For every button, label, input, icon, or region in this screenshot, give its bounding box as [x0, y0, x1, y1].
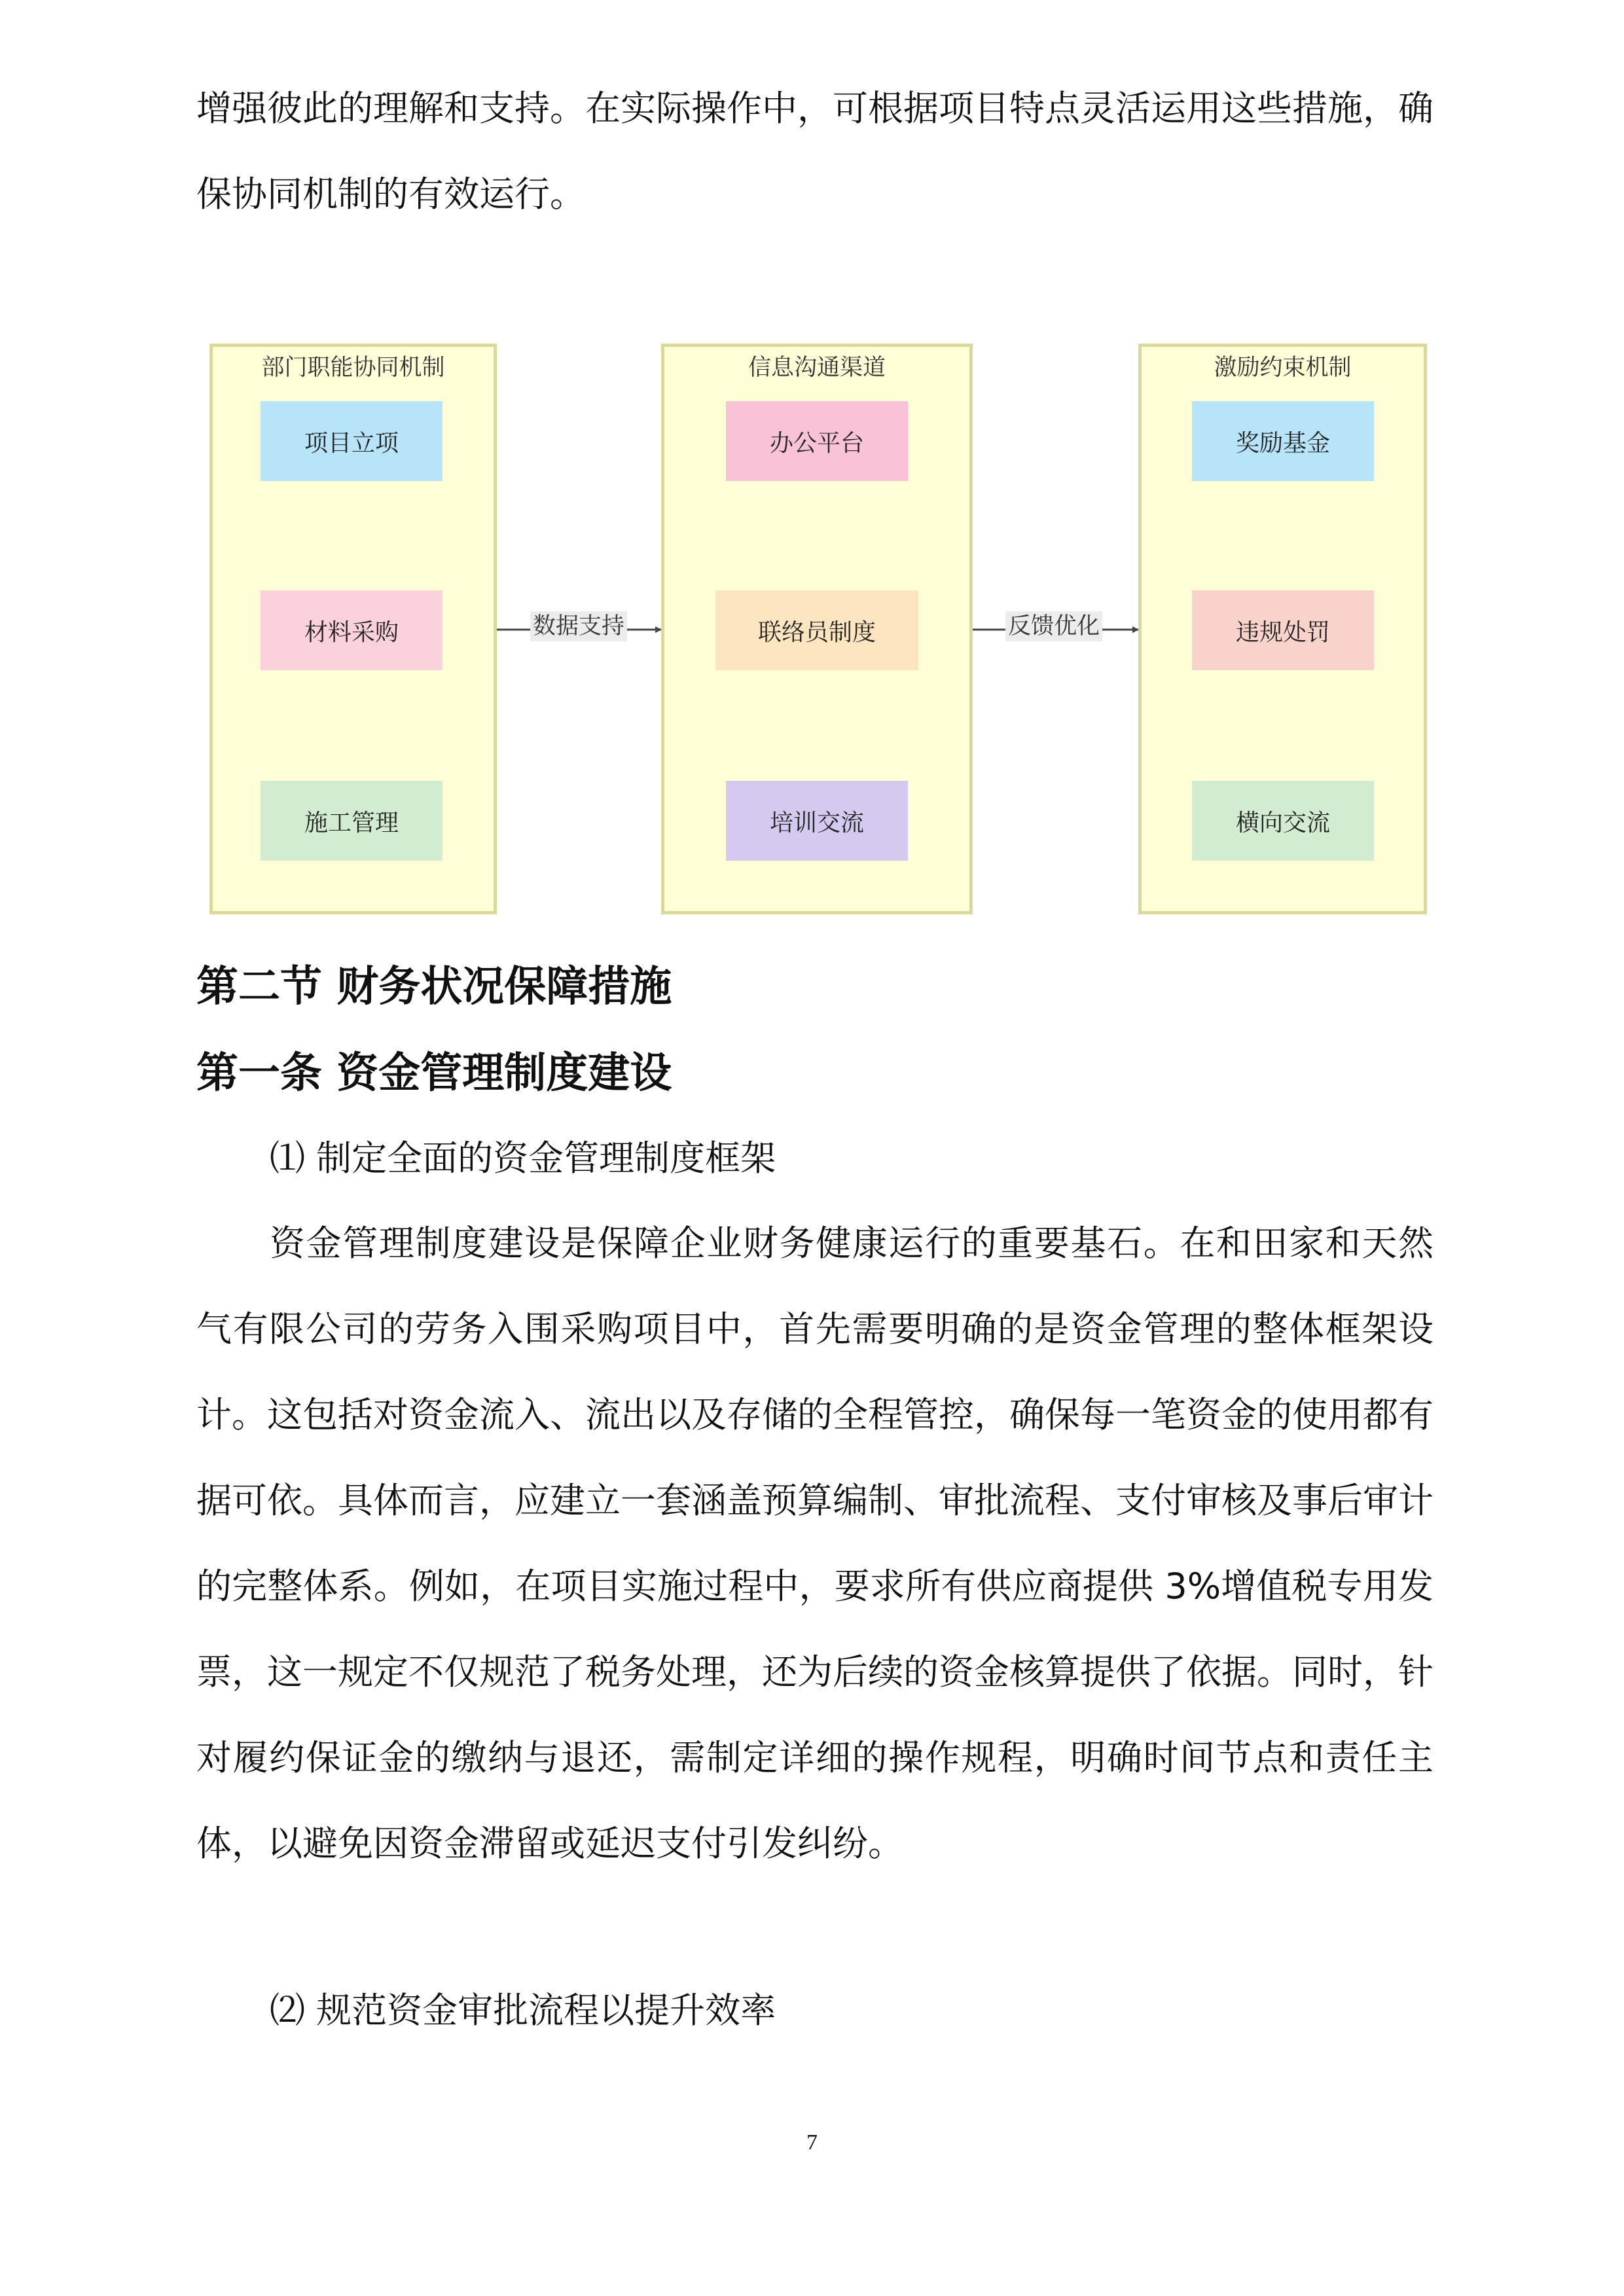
page-number: 7: [806, 2130, 818, 2155]
node-project-approval: 项目立项: [261, 401, 442, 481]
intro-paragraph: 增强彼此的理解和支持。在实际操作中，可根据项目特点灵活运用这些措施，确保协同机制的有效运行。: [196, 88, 1434, 215]
coordination-diagram: [209, 344, 1434, 920]
item-1-title: ⑴ 制定全面的资金管理制度框架: [270, 1138, 776, 1179]
node-office-platform: 办公平台: [726, 401, 908, 481]
node-violation-penalty: 违规处罚: [1192, 590, 1374, 670]
article-heading: 第一条 资金管理制度建设: [196, 1049, 672, 1098]
group-title: 信息沟通渠道: [748, 355, 886, 381]
node-construction-management: 施工管理: [261, 781, 442, 861]
node-horizontal-exchange: 横向交流: [1192, 781, 1374, 861]
edge-label-data-support: 数据支持: [530, 611, 627, 641]
group-title: 部门职能协同机制: [261, 355, 445, 381]
group-title: 激励约束机制: [1214, 355, 1352, 381]
edge-label-feedback-optimization: 反馈优化: [1005, 611, 1102, 641]
node-liaison-system: 联络员制度: [715, 590, 918, 670]
node-material-procurement: 材料采购: [261, 590, 442, 670]
body-paragraph: 资金管理制度建设是保障企业财务健康运行的重要基石。在和田家和天然气有限公司的劳务入围采购项目中，首先需要明确的是资金管理的整体框架设计。这包括对资金流入、流出以及存储的全程管控，确保每一笔资金的使用都有据可依。具体而言，应建立一套涵盖预算编制、审批流程、支付审核及事后审计的完整体系。例如，在项目实施过程中，要求所有供应商提供 3%增值税专用发票，这一规定不仅规范了税务处理，还为后续的资金核算提供了依据。同时，针对履约保证金的缴纳与退还，需制定详细的操作规程，明确时间节点和责任主体，以避免因资金滞留或延迟支付引发纠纷。: [196, 1223, 1434, 1864]
section-heading: 第二节 财务状况保障措施: [196, 963, 672, 1011]
item-2-title: ⑵ 规范资金审批流程以提升效率: [270, 1990, 776, 2031]
node-training-exchange: 培训交流: [726, 781, 908, 861]
node-reward-fund: 奖励基金: [1192, 401, 1374, 481]
